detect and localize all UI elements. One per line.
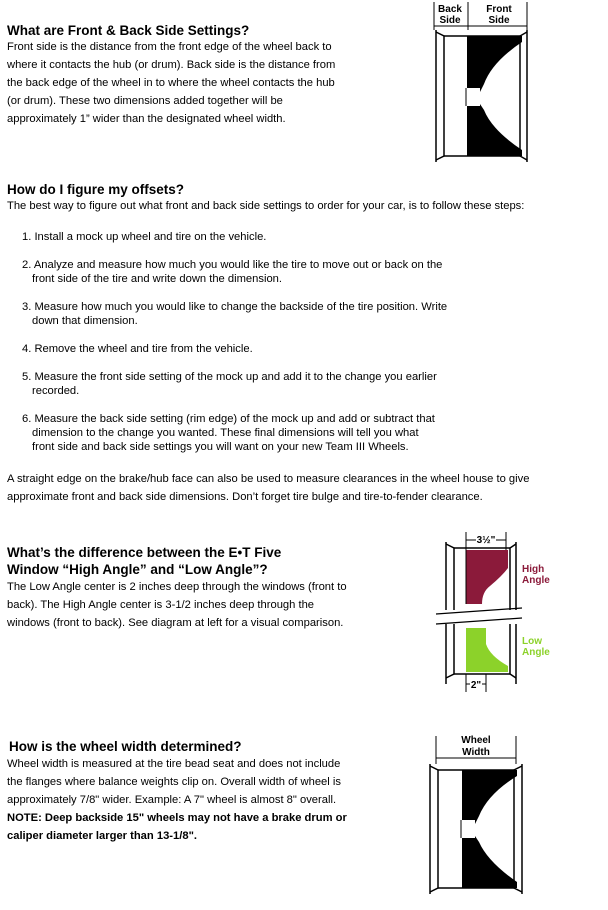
section1-line: where it contacts the hub (or drum). Back side is the distance from [7, 59, 336, 71]
section4-note-line: caliper diameter larger than 13-1/8". [7, 830, 197, 842]
step-text: 1. Install a mock up wheel and tire on the vehicle. [22, 231, 267, 243]
top-dimension: 3½" [476, 535, 496, 546]
section4-line: Wheel width is measured at the tire bead seat and does not include [7, 758, 341, 770]
high-label-1: High [522, 564, 545, 575]
front-label-2: Side [488, 15, 510, 26]
section1-line: (or drum). These two dimensions added together will be [7, 95, 283, 107]
step-2 [22, 258, 442, 286]
step-text: 6. Measure the back side setting (rim edge) of the mock up and add or subtract that [22, 413, 435, 425]
section3-text [7, 578, 347, 632]
width-label-1: Wheel [461, 735, 491, 746]
section3-line: back). The High Angle center is 3-1/2 inches deep through the [7, 599, 315, 611]
width-label-2: Width [462, 747, 490, 758]
section3-line: windows (front to back). See diagram at left for a visual comparison. [7, 617, 344, 629]
step-text: 5. Measure the front side setting of the mock up and add it to the change you earlier [22, 371, 437, 383]
step-text-cont: front side and back side settings you will want on your new Team III Wheels. [32, 441, 409, 453]
front-label-1: Front [486, 4, 512, 15]
section3-heading-2: Window “High Angle” and “Low Angle”? [7, 562, 268, 577]
step-text-cont: dimension to the change you wanted. These final dimensions will tell you what [32, 427, 419, 439]
section4-note-line: NOTE: Deep backside 15" wheels may not have a brake drum or [7, 812, 347, 824]
section1-line: Front side is the distance from the front edge of the wheel back to [7, 41, 332, 53]
step-text-cont: front side of the tire and write down the dimension. [32, 273, 282, 285]
section3-line: The Low Angle center is 2 inches deep through the windows (front to [7, 581, 347, 593]
section2-outro [7, 470, 529, 506]
step-6 [22, 412, 435, 454]
back-label-1: Back [438, 4, 462, 15]
step-text: 2. Analyze and measure how much you would like the tire to move out or back on the [22, 259, 443, 271]
outro-line: A straight edge on the brake/hub face can also be used to measure clearances in the wheel house to give [7, 473, 530, 485]
low-label-2: Angle [522, 647, 550, 658]
outro-line: approximate front and back side dimensions. Don’t forget tire bulge and tire-to-fender clearance. [7, 491, 483, 503]
section1-text [7, 38, 335, 128]
back-label-2: Side [439, 15, 461, 26]
section4-text [7, 755, 347, 845]
wheel-width-diagram [422, 730, 542, 898]
section3-heading-1: What’s the difference between the E•T Five [7, 545, 282, 560]
step-4 [22, 342, 253, 356]
section4-line: approximately 7/8" wider. Example: A 7" wheel is almost 8" overall. [7, 794, 337, 806]
section4-heading: How is the wheel width determined? [9, 739, 242, 754]
step-1 [22, 230, 266, 244]
section1-line: approximately 1” wider than the designated wheel width. [7, 113, 286, 125]
step-text: 3. Measure how much you would like to change the backside of the tire position. Write [22, 301, 448, 313]
front-back-side-diagram [422, 0, 542, 170]
section2-heading: How do I figure my offsets? [7, 182, 185, 197]
step-text-cont: down that dimension. [32, 315, 138, 327]
section4-line: the flanges where balance weights clip on. Overall width of wheel is [7, 776, 341, 788]
step-text: 4. Remove the wheel and tire from the vehicle. [22, 343, 253, 355]
step-5 [22, 370, 437, 398]
high-low-angle-diagram [432, 528, 552, 694]
bottom-dimension: 2" [470, 680, 482, 691]
step-3 [22, 300, 447, 328]
high-label-2: Angle [522, 575, 550, 586]
step-text-cont: recorded. [32, 385, 80, 397]
section1-heading: What are Front & Back Side Settings? [7, 23, 250, 38]
section2-intro: The best way to figure out what front and back side settings to order for your car, is to follow these steps: [7, 200, 525, 212]
section1-line: the back edge of the wheel in to where the wheel contacts the hub [7, 77, 335, 89]
low-label-1: Low [522, 636, 542, 647]
